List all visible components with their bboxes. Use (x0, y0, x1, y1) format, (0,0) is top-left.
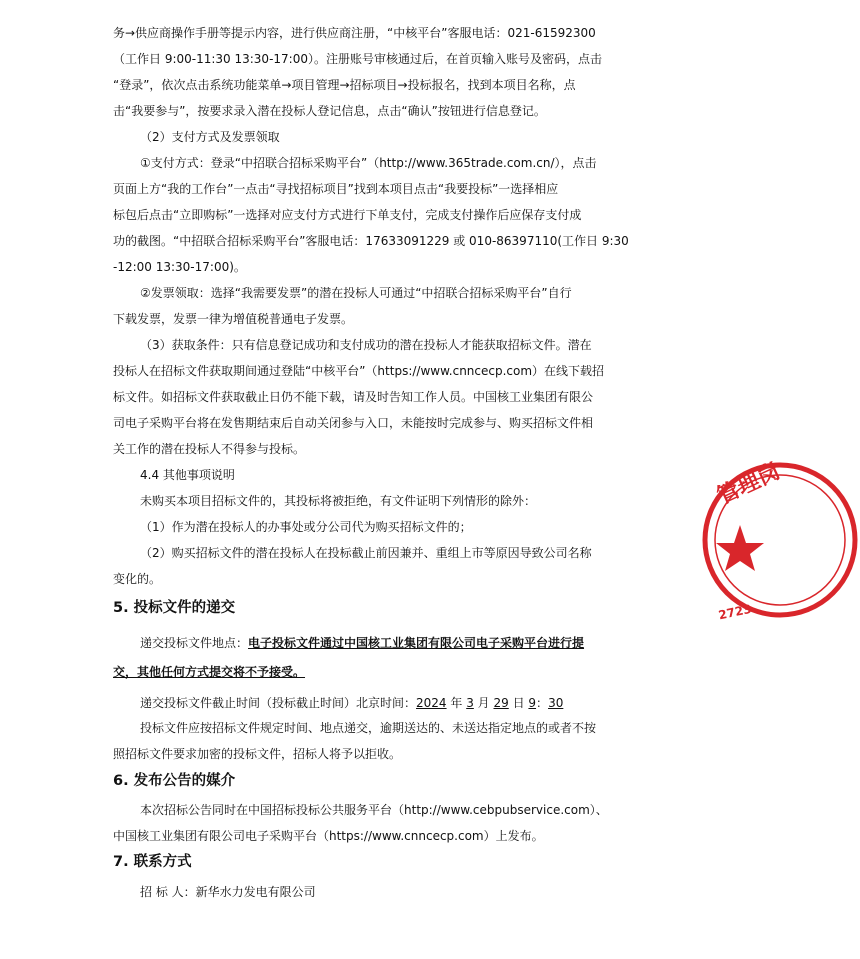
deadline-hour: 9 (528, 696, 537, 710)
text-line: “登录”，依次点击系统功能菜单→项目管理→招标项目→投标报名，找到本项目名称，点 (113, 78, 576, 92)
text-line: 投标文件应按招标文件规定时间、地点递交，逾期送达的、未送达指定地点的或者不按 (140, 721, 597, 735)
section-heading-5: 5. 投标文件的递交 (113, 600, 236, 616)
text-line: 页面上方“我的工作台”一点击“寻找招标项目”找到本项目点击“我要投标”一选择相应 (113, 182, 559, 196)
submission-location-value: 电子投标文件通过中国核工业集团有限公司电子采购平台进行提 (248, 636, 585, 650)
text-line: 投标人在招标文件获取期间通过登陆“中核平台”（https://www.cnncecp.com）在线下载招 (113, 364, 605, 378)
deadline-sep: 日 (508, 696, 529, 710)
section-heading-6: 6. 发布公告的媒介 (113, 773, 236, 789)
deadline-month: 3 (466, 696, 474, 710)
deadline-minute: 30 (548, 696, 564, 710)
text-line: （工作日 9:00-11:30 13:30-17:00）。注册账号审核通过后，在首页输入账号及密码，点击 (113, 52, 602, 66)
deadline-year: 2024 (416, 696, 447, 710)
deadline-sep: ： (536, 696, 549, 710)
text-line: 关工作的潜在投标人不得参与投标。 (113, 442, 306, 456)
text-line: （3）获取条件：只有信息登记成功和支付成功的潜在投标人才能获取招标文件。潜在 (140, 338, 592, 352)
deadline-day: 29 (493, 696, 509, 710)
deadline-label: 递交投标文件截止时间（投标截止时间）北京时间： (140, 696, 417, 710)
text-line: 中国核工业集团有限公司电子采购平台（https://www.cnncecp.com）上发布。 (113, 829, 544, 843)
seal-graphic (700, 455, 860, 630)
deadline-sep: 月 (473, 696, 494, 710)
text-line: （1）作为潜在投标人的办事处或分公司代为购买招标文件的； (140, 520, 472, 534)
text-line: 标文件。如招标文件获取截止日仍不能下载，请及时告知工作人员。中国核工业集团有限公 (113, 390, 594, 404)
text-line: 功的截图。“中招联合招标采购平台”客服电话：17633091229 或 010-86397110(工作日 9:30 (113, 234, 629, 248)
deadline-sep: 年 (446, 696, 467, 710)
subsection-title: 4.4 其他事项说明 (140, 468, 235, 482)
contact-tenderer: 招 标 人：新华水力发电有限公司 (140, 885, 316, 899)
text-line: 击“我要参与”，按要求录入潜在投标人登记信息，点击“确认”按钮进行信息登记。 (113, 104, 546, 118)
deadline-line (140, 695, 563, 711)
text-line: （2）支付方式及发票领取 (140, 130, 280, 144)
text-line: 变化的。 (113, 572, 162, 586)
official-seal-stamp (700, 455, 860, 630)
text-line: ②发票领取：选择“我需要发票”的潜在投标人可通过“中招联合招标采购平台”自行 (140, 286, 572, 300)
text-line: 未购买本项目招标文件的，其投标将被拒绝，有文件证明下列情形的除外： (140, 494, 537, 508)
text-line: 照招标文件要求加密的投标文件，招标人将予以拒收。 (113, 747, 402, 761)
submission-location-value-cont: 交，其他任何方式提交将不予接受。 (113, 665, 306, 679)
text-line: 下载发票，发票一律为增值税普通电子发票。 (113, 312, 354, 326)
text-line: ①支付方式：登录“中招联合招标采购平台”（http://www.365trade.com.cn/），点击 (140, 156, 597, 170)
text-line: 司电子采购平台将在发售期结束后自动关闭参与入口，未能按时完成参与、购买招标文件相 (113, 416, 594, 430)
text-line (140, 635, 584, 651)
star-icon (716, 525, 764, 571)
submission-location-label: 递交投标文件地点： (140, 636, 249, 650)
text-line: 标包后点击“立即购标”一选择对应支付方式进行下单支付，完成支付操作后应保存支付成 (113, 208, 582, 222)
seal-text-top: 管理岗 (713, 458, 785, 510)
seal-text-bottom: 2723 (717, 601, 753, 623)
section-heading-7: 7. 联系方式 (113, 854, 192, 870)
text-line: 务→供应商操作手册等提示内容，进行供应商注册，“中核平台”客服电话：021-61592300 (113, 26, 596, 40)
text-line: （2）购买招标文件的潜在投标人在投标截止前因兼并、重组上市等原因导致公司名称 (140, 546, 592, 560)
text-line: -12:00 13:30-17:00)。 (113, 260, 246, 274)
text-line: 本次招标公告同时在中国招标投标公共服务平台（http://www.cebpubservice.com）、 (140, 803, 608, 817)
